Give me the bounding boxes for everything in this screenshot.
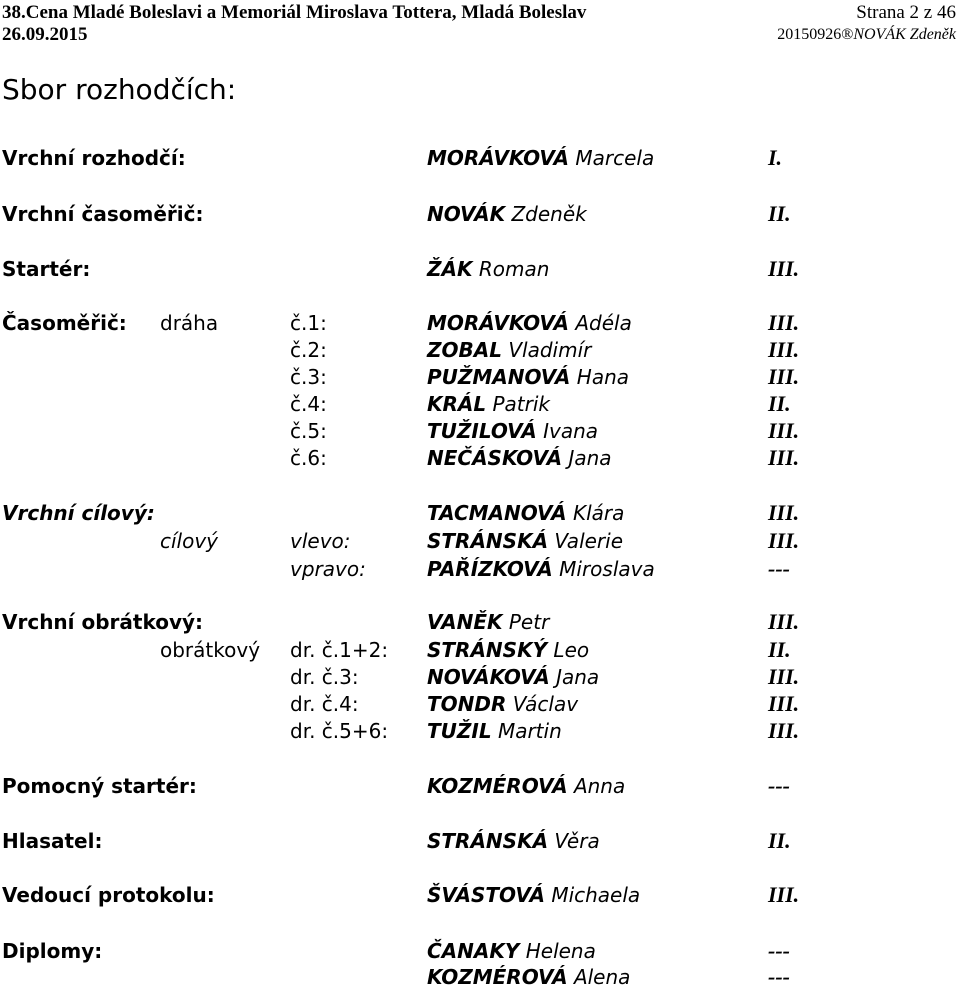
finish-judge-grade: --- (768, 556, 790, 581)
last-name: KOZMÉROVÁ (427, 774, 568, 798)
first-name: Anna (573, 774, 626, 798)
diplomas-grade: --- (768, 964, 790, 989)
first-name: Václav (512, 692, 579, 716)
diplomas-label: Diplomy: (2, 939, 103, 963)
chief-finish-label: Vrchní cílový: (2, 501, 155, 525)
protocol-head-grade: III. (768, 882, 800, 907)
first-name: Martin (497, 719, 562, 743)
lane-label: č.6: (290, 446, 327, 470)
first-name: Klára (573, 501, 625, 525)
starter-grade: III. (768, 256, 800, 281)
first-name: Helena (525, 939, 596, 963)
lane-label: č.4: (290, 392, 327, 416)
last-name: STRÁNSKÁ (427, 829, 549, 853)
timekeeper-name (427, 364, 629, 390)
announcer-name (427, 828, 600, 854)
chief-turn-label: Vrchní obrátkový: (2, 610, 204, 634)
finish-judge-name (427, 556, 655, 582)
first-name: Leo (553, 638, 590, 662)
turn-judge-name (427, 637, 589, 663)
last-name: KOZMÉROVÁ (427, 965, 568, 989)
last-name: STRÁNSKÁ (427, 529, 549, 553)
last-name: PAŘÍZKOVÁ (427, 557, 553, 581)
last-name: NOVÁK (427, 202, 506, 226)
protocol-head-name (427, 882, 640, 908)
chief-finish-name (427, 500, 624, 526)
chief-referee-name (427, 145, 654, 171)
diplomas-name (427, 964, 630, 990)
last-name: MORÁVKOVÁ (427, 311, 570, 335)
first-name: Hana (576, 365, 630, 389)
first-name: Petr (508, 610, 550, 634)
first-name: Adéla (575, 311, 632, 335)
last-name: TACMANOVÁ (427, 501, 567, 525)
timekeepers-label: Časoměřič: (2, 311, 127, 335)
last-name: NOVÁKOVÁ (427, 665, 550, 689)
event-date: 26.09.2015 (2, 24, 88, 45)
first-name: Michaela (551, 883, 641, 907)
last-name: ČANAKY (427, 939, 520, 963)
turn-judge-grade: III. (768, 664, 800, 689)
lane-label: č.2: (290, 338, 327, 362)
turn-judge-name (427, 718, 562, 744)
timekeeper-grade: III. (768, 445, 800, 470)
first-name: Miroslava (559, 557, 655, 581)
turn-lanes-label: dr. č.5+6: (290, 719, 389, 743)
last-name: NEČÁSKOVÁ (427, 446, 563, 470)
finish-side-label: vpravo: (290, 557, 366, 581)
first-name: Jana (556, 665, 600, 689)
diplomas-grade: --- (768, 938, 790, 963)
turn-judge-grade: II. (768, 637, 791, 662)
starter-label: Startér: (2, 257, 91, 281)
timekeeper-name (427, 337, 591, 363)
first-name: Alena (573, 965, 631, 989)
last-name: MORÁVKOVÁ (427, 146, 570, 170)
chief-finish-grade: III. (768, 500, 800, 525)
finish-side-label: vlevo: (290, 529, 351, 553)
event-title: 38.Cena Mladé Boleslavi a Memoriál Miroslava Tottera, Mladá Boleslav (2, 2, 587, 23)
last-name: VANĚK (427, 610, 503, 634)
timekeeper-grade: III. (768, 310, 800, 335)
chief-timekeeper-label: Vrchní časoměřič: (2, 202, 204, 226)
first-name: Ivana (543, 419, 599, 443)
chief-timekeeper-grade: II. (768, 201, 791, 226)
first-name: Roman (478, 257, 550, 281)
last-name: PUŽMANOVÁ (427, 365, 571, 389)
last-name: TUŽIL (427, 719, 492, 743)
first-name: Marcela (575, 146, 655, 170)
last-name: STRÁNSKÝ (427, 638, 548, 662)
turn-label: obrátkový (160, 638, 261, 662)
finish-label: cílový (160, 529, 219, 553)
announcer-grade: II. (768, 828, 791, 853)
timekeeper-grade: III. (768, 418, 800, 443)
timekeeper-name (427, 391, 550, 417)
last-name: TONDR (427, 692, 507, 716)
turn-judge-name (427, 691, 578, 717)
first-name: Valerie (554, 529, 624, 553)
section-title: Sbor rozhodčích: (2, 73, 237, 106)
last-name: ŽÁK (427, 257, 473, 281)
document-code-number: 20150926® (777, 26, 854, 43)
assistant-starter-grade: --- (768, 773, 790, 798)
diplomas-name (427, 938, 596, 964)
page-number: Strana 2 z 46 (856, 2, 956, 23)
timekeeper-name (427, 310, 632, 336)
lane-label: č.1: (290, 311, 327, 335)
timekeeper-grade: III. (768, 337, 800, 362)
chief-turn-grade: III. (768, 609, 800, 634)
document-author: NOVÁK Zdeněk (853, 26, 956, 43)
last-name: KRÁL (427, 392, 487, 416)
lane-label: č.3: (290, 365, 327, 389)
finish-judge-grade: III. (768, 528, 800, 553)
protocol-head-label: Vedoucí protokolu: (2, 883, 215, 907)
chief-referee-grade: I. (768, 145, 783, 170)
starter-name (427, 256, 549, 282)
first-name: Vladimír (508, 338, 592, 362)
turn-judge-grade: III. (768, 718, 800, 743)
first-name: Patrik (492, 392, 551, 416)
first-name: Věra (554, 829, 600, 853)
chief-timekeeper-name (427, 201, 587, 227)
finish-judge-name (427, 528, 623, 554)
announcer-label: Hlasatel: (2, 829, 103, 853)
turn-lanes-label: dr. č.4: (290, 692, 359, 716)
chief-referee-label: Vrchní rozhodčí: (2, 146, 186, 170)
turn-judge-name (427, 664, 599, 690)
first-name: Zdeněk (511, 202, 587, 226)
last-name: ŠVÁSTOVÁ (427, 883, 545, 907)
timekeeper-name (427, 418, 598, 444)
assistant-starter-name (427, 773, 625, 799)
timekeeper-grade: III. (768, 364, 800, 389)
timekeeper-name (427, 445, 612, 471)
timekeeper-grade: II. (768, 391, 791, 416)
last-name: TUŽILOVÁ (427, 419, 537, 443)
assistant-starter-label: Pomocný startér: (2, 774, 197, 798)
turn-judge-grade: III. (768, 691, 800, 716)
turn-lanes-label: dr. č.3: (290, 665, 359, 689)
document-code (777, 24, 956, 46)
chief-turn-name (427, 609, 549, 635)
timekeepers-sub-label: dráha (160, 311, 219, 335)
first-name: Jana (568, 446, 612, 470)
lane-label: č.5: (290, 419, 327, 443)
last-name: ZOBAL (427, 338, 502, 362)
turn-lanes-label: dr. č.1+2: (290, 638, 389, 662)
